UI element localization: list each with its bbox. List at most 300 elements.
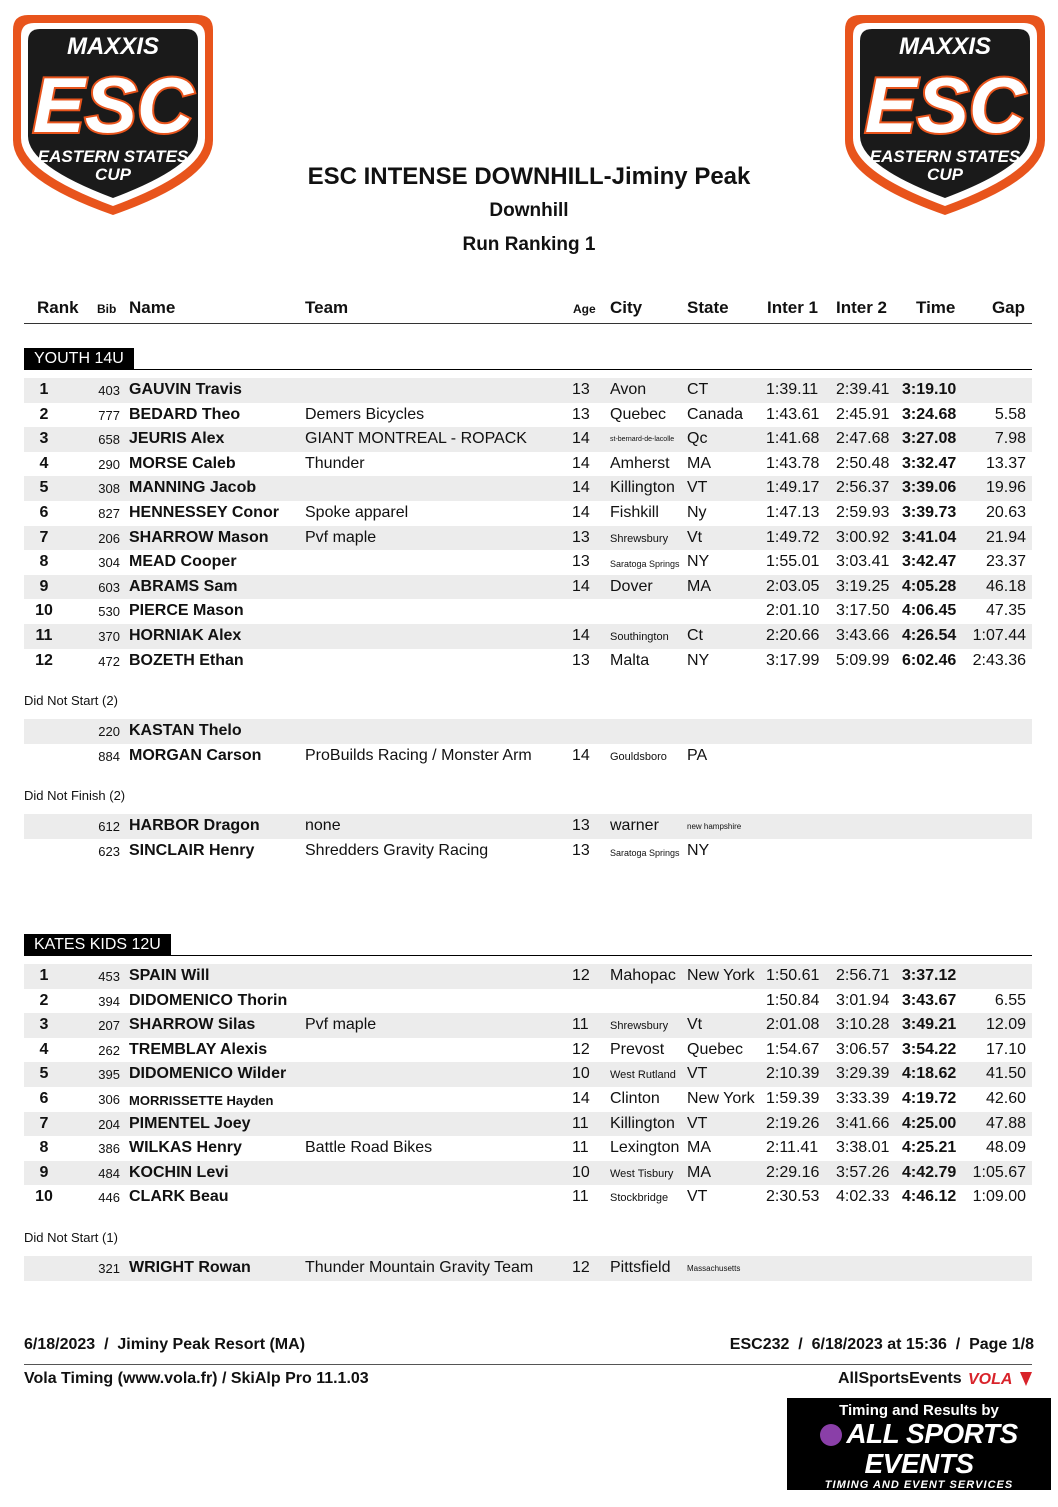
cell-i2: 2:39.41 [836,381,890,398]
cell-i1: 1:59.39 [766,1089,820,1107]
cell-rank: 9 [39,1163,49,1181]
cell-i1: 1:54.67 [766,1040,820,1058]
cell-bib: 207 [98,1018,120,1034]
cell-i1: 1:49.17 [766,479,820,497]
cell-city: Killington [610,479,675,497]
cell-state: New York [687,967,755,984]
cell-bib: 321 [98,1260,120,1276]
ase-url: www.allsportsevents.com [833,1491,1005,1507]
col-team: Team [305,298,349,317]
cell-i1: 1:39.11 [766,381,819,398]
cell-state: NY [687,553,710,571]
cell-bib: 206 [98,530,120,546]
cell-time: 3:24.68 [902,405,957,423]
cell-i2: 2:50.48 [836,454,890,472]
cell-age: 11 [572,1188,589,1206]
cell-i2: 2:59.93 [836,503,890,521]
cell-state: Vt [687,528,703,546]
cell-state: VT [687,1065,708,1083]
cell-state: New York [687,1089,755,1107]
ase-services: TIMING AND EVENT SERVICES [824,1479,1014,1491]
cell-team: Spoke apparel [305,503,409,521]
cell-gap: 7.98 [994,430,1026,448]
cell-name: SHARROW Mason [129,528,269,546]
cell-gap: 47.88 [985,1114,1026,1132]
cell-i2: 3:43.66 [836,626,890,644]
cell-bib: 777 [98,407,120,423]
cell-state: NY [687,841,710,859]
cell-city: Saratoga Springs [610,559,680,570]
cell-age: 11 [572,1016,589,1034]
cell-name: HORNIAK Alex [129,626,242,644]
cell-i2: 5:09.99 [836,651,890,669]
category-rule [24,369,1032,370]
cell-time: 3:39.73 [902,503,957,521]
cell-state: Vt [687,1016,703,1034]
cell-bib: 308 [98,481,120,497]
category-section [24,934,1032,1281]
cell-rank: 4 [39,454,49,472]
event-discipline: Downhill [489,200,569,221]
cell-city: Fishkill [610,503,659,521]
cell-team: Thunder Mountain Gravity Team [305,1258,534,1276]
cell-time: 3:32.47 [902,454,957,472]
cell-rank: 7 [39,1114,49,1132]
cell-age: 14 [572,479,590,497]
cell-name: CLARK Beau [129,1188,229,1206]
cell-age: 14 [572,577,590,595]
cell-team: GIANT MONTREAL - ROPACK [305,430,527,448]
cell-state: Ct [687,626,703,644]
svg-text:ESC: ESC [864,61,1026,149]
table-row [24,649,1032,674]
cell-bib: 530 [98,604,120,620]
cell-city: Clinton [610,1089,660,1107]
cell-rank: 3 [39,1016,49,1034]
cell-city: Southington [610,630,669,643]
table-row [24,719,1032,744]
cell-rank: 6 [39,503,49,521]
cell-state: Quebec [687,1040,744,1058]
cell-time: 4:25.00 [902,1114,957,1132]
cell-gap: 6.55 [994,991,1026,1009]
cell-name: MEAD Cooper [129,553,237,571]
footer-brand: AllSportsEvents [838,1370,962,1387]
cell-time: 3:19.10 [902,381,957,398]
cell-i2: 3:06.57 [836,1040,890,1058]
cell-i2: 3:57.26 [836,1163,890,1181]
cell-rank: 1 [39,381,49,398]
table-row [24,1256,1032,1281]
cell-time: 3:54.22 [902,1040,957,1058]
cell-bib: 395 [98,1067,120,1083]
category-label: KATES KIDS 12U [24,934,171,956]
cell-i2: 2:56.37 [836,479,890,497]
cell-age: 13 [572,651,590,669]
cell-state: VT [687,1114,708,1132]
cell-i1: 2:29.16 [766,1163,820,1181]
cell-name: BEDARD Theo [129,405,241,423]
cell-team: Thunder [305,454,365,472]
cell-name: MORGAN Carson [129,746,262,764]
svg-text:CUP: CUP [95,165,131,184]
table-row [24,575,1032,600]
cell-city: Stockbridge [610,1192,669,1205]
cell-name: ABRAMS Sam [129,577,238,595]
table-row [24,1161,1032,1186]
cell-name: KOCHIN Levi [129,1163,229,1181]
cell-team: Pvf maple [305,528,377,546]
cell-gap: 5.58 [994,405,1026,423]
cell-rank: 9 [39,577,49,595]
cell-rank: 8 [39,1139,49,1157]
cell-i2: 3:17.50 [836,602,890,620]
table-row [24,744,1032,769]
cell-rank: 6 [39,1089,49,1107]
cell-city: st-bernard-de-lacolle [610,436,675,444]
cell-gap: 21.94 [985,528,1026,546]
cell-name: SPAIN Will [129,967,210,984]
cell-rank: 2 [39,405,49,423]
cell-name: KASTAN Thelo [129,722,242,740]
cell-name: PIERCE Mason [129,602,244,620]
footer-divider [24,1364,1032,1365]
table-row [24,378,1032,403]
footer-date-venue: 6/18/2023 / Jiminy Peak Resort (MA) [24,1336,306,1353]
cell-i2: 3:00.92 [836,528,890,546]
table-row [24,989,1032,1014]
cell-rank: 4 [39,1040,49,1058]
cell-bib: 386 [98,1141,120,1157]
cell-age: 14 [572,1089,590,1107]
table-row [24,476,1032,501]
col-age: Age [573,302,596,316]
cell-i2: 4:02.33 [836,1188,890,1206]
cell-city: warner [610,817,659,835]
dnf-table [24,814,1032,863]
cell-i1: 1:43.78 [766,454,820,472]
cell-city: Prevost [610,1040,665,1058]
cell-age: 13 [572,553,590,571]
cell-age: 13 [572,405,590,423]
col-inter2: Inter 2 [836,298,888,317]
cell-state: Canada [687,405,744,423]
svg-text:EASTERN STATES: EASTERN STATES [869,147,1021,166]
cell-bib: 658 [98,432,120,448]
cell-time: 4:42.79 [902,1163,957,1181]
col-bib: Bib [97,302,117,316]
footer-page-info: ESC232 / 6/18/2023 at 15:36 / Page 1/8 [729,1336,1034,1353]
col-state: State [687,298,729,317]
dns-table [24,1256,1032,1281]
cell-i2: 3:03.41 [836,553,890,571]
cell-team: Shredders Gravity Racing [305,841,489,859]
cell-team: Pvf maple [305,1016,377,1034]
title-block [0,160,1058,262]
cell-age: 12 [572,1258,590,1276]
table-row [24,550,1032,575]
cell-name: GAUVIN Travis [129,381,242,398]
category-label: YOUTH 14U [24,348,134,370]
cell-time: 4:25.21 [902,1139,957,1157]
cell-bib: 623 [98,843,120,859]
cell-rank: 8 [39,553,49,571]
table-row [24,526,1032,551]
cell-name: SHARROW Silas [129,1016,256,1034]
cell-age: 12 [572,967,590,984]
col-name: Name [129,298,176,317]
cell-city: West Tisbury [610,1167,674,1180]
cell-age: 13 [572,381,590,398]
cell-city: Amherst [610,454,670,472]
cell-time: 4:18.62 [902,1065,957,1083]
cell-i2: 3:33.39 [836,1089,890,1107]
cell-i1: 1:50.61 [766,967,820,984]
category-rule [24,955,1032,956]
cell-rank: 10 [35,602,53,620]
dns-table [24,719,1032,768]
cell-age: 14 [572,746,590,764]
cell-age: 14 [572,454,590,472]
cell-age: 14 [572,626,590,644]
cell-name: TREMBLAY Alexis [129,1040,268,1058]
category-section [24,348,1032,864]
cell-bib: 827 [98,505,120,521]
cell-i1: 1:50.84 [766,991,820,1009]
cell-bib: 306 [98,1091,120,1107]
ase-globe-icon [820,1424,842,1446]
cell-i1: 2:10.39 [766,1065,820,1083]
cell-name: WILKAS Henry [129,1139,242,1157]
cell-gap: 1:07.44 [972,626,1026,644]
cell-state: Massachusetts [687,1263,741,1273]
cell-city: Mahopac [610,967,676,984]
cell-time: 4:19.72 [902,1089,957,1107]
cell-rank: 7 [39,528,49,546]
cell-city: Pittsfield [610,1258,671,1276]
cell-rank: 11 [35,626,53,644]
svg-text:EASTERN STATES: EASTERN STATES [37,147,189,166]
cell-age: 14 [572,430,590,448]
cell-bib: 304 [98,555,120,571]
cell-city: Killington [610,1114,675,1132]
cell-bib: 472 [98,653,120,669]
cell-i1: 2:20.66 [766,626,820,644]
cell-state: Ny [687,503,707,521]
svg-text:MAXXIS: MAXXIS [66,33,160,60]
cell-bib: 290 [98,456,120,472]
cell-name: DIDOMENICO Thorin [129,991,288,1009]
cell-team: ProBuilds Racing / Monster Arm [305,746,532,764]
cell-gap: 23.37 [985,553,1026,571]
dns-label: Did Not Start (2) [24,693,118,709]
cell-rank: 5 [39,479,49,497]
col-time: Time [916,298,956,317]
cell-gap: 2:43.36 [972,651,1026,669]
vola-text: VOLA [968,1371,1013,1388]
cell-gap: 41.50 [985,1065,1026,1083]
cell-state: Qc [687,430,708,448]
footer-software: Vola Timing (www.vola.fr) / SkiAlp Pro 11.1.03 [24,1370,369,1387]
cell-rank: 1 [39,967,49,984]
cell-state: MA [687,454,711,472]
ranking-title: Run Ranking 1 [462,234,596,255]
cell-name: SINCLAIR Henry [129,841,255,859]
cell-gap: 17.10 [985,1040,1026,1058]
cell-bib: 484 [98,1165,120,1181]
cell-time: 4:26.54 [902,626,957,644]
cell-bib: 204 [98,1116,120,1132]
cell-i2: 3:29.39 [836,1065,890,1083]
cell-age: 11 [572,1114,589,1132]
cell-state: PA [687,746,708,764]
dns-label: Did Not Start (1) [24,1229,118,1245]
cell-time: 3:39.06 [902,479,957,497]
col-rank: Rank [37,298,79,317]
cell-age: 11 [572,1139,589,1157]
cell-city: Shrewsbury [610,532,669,545]
cell-i1: 1:47.13 [766,503,820,521]
cell-gap: 12.09 [985,1016,1026,1034]
cell-gap: 1:05.67 [972,1163,1026,1181]
cell-gap: 13.37 [985,454,1026,472]
cell-time: 3:41.04 [902,528,957,546]
cell-state: VT [687,479,708,497]
cell-i1: 2:03.05 [766,577,820,595]
cell-name: MANNING Jacob [129,479,257,497]
cell-city: West Rutland [610,1069,676,1082]
cell-time: 3:37.12 [902,967,957,984]
cell-state: MA [687,577,711,595]
cell-name: PIMENTEL Joey [129,1114,251,1132]
column-header [24,296,1032,324]
cell-rank: 2 [39,991,49,1009]
cell-i1: 2:11.41 [766,1139,819,1157]
cell-i2: 3:10.28 [836,1016,890,1034]
table-row [24,501,1032,526]
dnf-label: Did Not Finish (2) [24,788,126,804]
table-row [24,427,1032,452]
cell-state: NY [687,651,710,669]
cell-gap: 42.60 [985,1089,1026,1107]
cell-i2: 3:01.94 [836,991,890,1009]
table-row [24,452,1032,477]
table-row [24,1038,1032,1063]
cell-i1: 1:41.68 [766,430,820,448]
col-gap: Gap [991,298,1025,317]
cell-name: MORRISSETTE Hayden [129,1092,274,1108]
cell-team: none [305,817,341,835]
cell-city: Shrewsbury [610,1020,669,1033]
cell-time: 3:43.67 [902,991,957,1009]
cell-rank: 5 [39,1065,49,1083]
cell-i1: 1:49.72 [766,528,820,546]
cell-i1: 3:17.99 [766,651,820,669]
cell-rank: 12 [35,651,53,669]
table-row [24,1136,1032,1161]
cell-city: Dover [610,577,653,595]
results-table [24,964,1032,1210]
cell-gap: 48.09 [985,1139,1026,1157]
table-row [24,403,1032,428]
cell-i2: 2:45.91 [836,405,890,423]
cell-age: 13 [572,841,590,859]
cell-gap: 20.63 [985,503,1026,521]
cell-name: HARBOR Dragon [129,817,260,835]
cell-name: HENNESSEY Conor [129,503,279,521]
table-row [24,839,1032,864]
cell-time: 4:05.28 [902,577,957,595]
cell-bib: 603 [98,579,120,595]
svg-text:ESC: ESC [32,61,194,149]
cell-i2: 3:41.66 [836,1114,890,1132]
all-sports-events-banner [787,1398,1051,1507]
cell-bib: 403 [98,383,120,398]
cell-state: MA [687,1139,711,1157]
cell-i2: 3:38.01 [836,1139,890,1157]
cell-city: Avon [610,381,647,398]
cell-name: WRIGHT Rowan [129,1258,251,1276]
table-row [24,1013,1032,1038]
cell-rank: 10 [35,1188,53,1206]
cell-name: MORSE Caleb [129,454,236,472]
cell-age: 10 [572,1065,590,1083]
cell-team: Demers Bicycles [305,405,425,423]
cell-bib: 220 [98,724,120,740]
svg-text:MAXXIS: MAXXIS [898,33,992,60]
cell-time: 3:42.47 [902,553,957,571]
table-row [24,814,1032,839]
cell-time: 3:49.21 [902,1016,957,1034]
cell-i2: 2:47.68 [836,430,890,448]
cell-i1: 2:01.10 [766,602,820,620]
col-inter1: Inter 1 [767,298,819,317]
vola-logo [966,1368,1034,1390]
cell-city: Saratoga Springs [610,847,680,858]
table-row [24,1185,1032,1210]
cell-bib: 453 [98,969,120,984]
cell-city: Quebec [610,405,667,423]
results-table [24,378,1032,673]
table-row [24,1062,1032,1087]
table-row [24,1112,1032,1137]
cell-bib: 394 [98,993,120,1009]
cell-time: 3:27.08 [902,430,957,448]
cell-name: JEURIS Alex [129,430,225,448]
cell-state: new hampshire [687,822,742,832]
table-row [24,624,1032,649]
cell-city: Gouldsboro [610,750,667,763]
ase-tagline: Timing and Results by [839,1402,999,1419]
cell-state: MA [687,1163,711,1181]
cell-bib: 884 [98,748,120,764]
cell-time: 4:46.12 [902,1188,957,1206]
cell-city: Lexington [610,1139,680,1157]
cell-i1: 1:55.01 [766,553,820,571]
cell-bib: 612 [98,819,120,835]
cell-name: BOZETH Ethan [129,651,244,669]
cell-age: 13 [572,528,590,546]
cell-i1: 1:43.61 [766,405,820,423]
cell-gap: 47.35 [985,602,1026,620]
cell-state: VT [687,1188,708,1206]
cell-city: Malta [610,651,650,669]
cell-gap: 1:09.00 [972,1188,1026,1206]
cell-age: 13 [572,817,590,835]
cell-time: 4:06.45 [902,602,957,620]
table-row [24,964,1032,989]
cell-name: DIDOMENICO Wilder [129,1065,287,1083]
